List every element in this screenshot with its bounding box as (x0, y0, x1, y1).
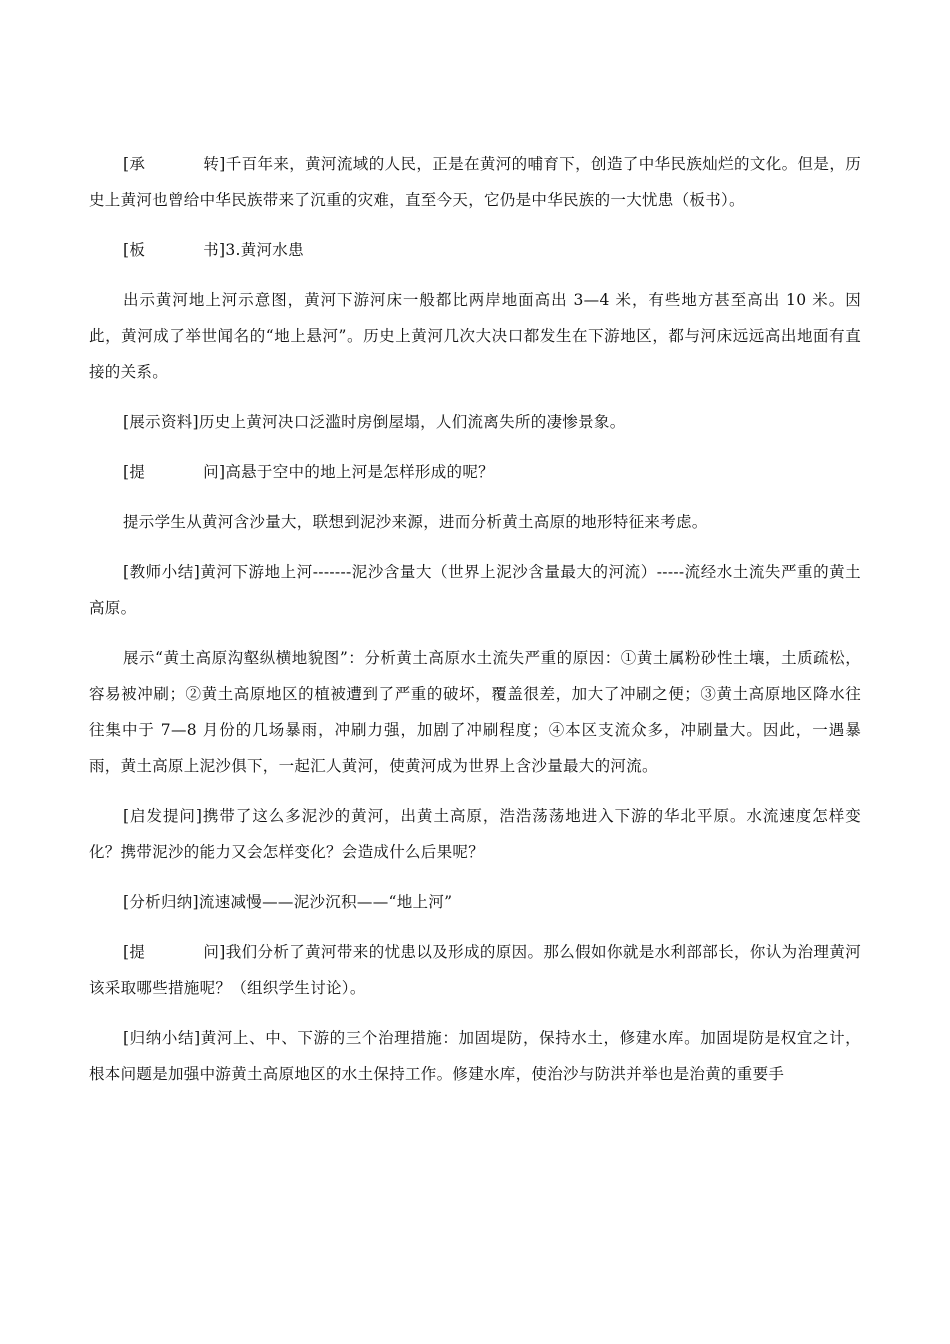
paragraph-text: 黄河上、中、下游的三个治理措施：加固堤防，保持水土，修建水库。加固堤防是权宜之计，根本问题是加强中游黄土高原地区的水土保持工作。修建水库，使治沙与防洪并举也是治黄的重要手 (89, 1029, 861, 1083)
paragraph-text: 黄河下游地上河-------泥沙含量大（世界上泥沙含量最大的河流）-----流经水土流失严重的黄土高原。 (89, 563, 861, 617)
tag-close: 转] (203, 155, 226, 173)
paragraph-question-2 (89, 934, 861, 1006)
paragraph-text: 出示黄河地上河示意图，黄河下游河床一般都比两岸地面高出 3—4 米，有些地方甚至高出 10 米。因此，黄河成了举世闻名的“地上悬河”。历史上黄河几次大决口都发生在下游地区，都与河床远远高出地面有直接的关系。 (89, 291, 861, 381)
tag-open: [承 (123, 155, 146, 173)
paragraph-teacher-summary (89, 554, 861, 626)
section-heading: 3.黄河水患 (225, 241, 304, 259)
tag-open: [提 (123, 943, 146, 961)
paragraph-question (89, 454, 861, 490)
tag-label: [归纳小结] (123, 1029, 201, 1047)
paragraph-transition (89, 146, 861, 218)
paragraph-text: 携带了这么多泥沙的黄河，出黄土高原，浩浩荡荡地进入下游的华北平原。水流速度怎样变化？携带泥沙的能力又会怎样变化？会造成什么后果呢？ (89, 807, 861, 861)
paragraph-inspiring-question (89, 798, 861, 870)
paragraph-show-material (89, 404, 861, 440)
paragraph-text: 流速减慢——泥沙沉积——“地上河” (198, 893, 453, 911)
tag-open: [板 (123, 241, 146, 259)
paragraph-text: 提示学生从黄河含沙量大，联想到泥沙来源，进而分析黄土高原的地形特征来考虑。 (123, 513, 708, 531)
paragraph-final-summary (89, 1020, 861, 1092)
tag-open: [提 (123, 463, 146, 481)
document-body (89, 146, 861, 1092)
paragraph-text: 千百年来，黄河流域的人民，正是在黄河的哺育下，创造了中华民族灿烂的文化。但是，历史上黄河也曾给中华民族带来了沉重的灾难，直至今天，它仍是中华民族的一大忧患（板书）。 (89, 155, 861, 209)
tag-label: [启发提问] (123, 807, 203, 825)
tag-close: 问] (203, 943, 226, 961)
paragraph-analysis-summary (89, 884, 861, 920)
paragraph-blackboard (89, 232, 861, 268)
tag-close: 问] (203, 463, 226, 481)
paragraph-diagram-intro (89, 282, 861, 390)
paragraph-text: 我们分析了黄河带来的忧患以及形成的原因。那么假如你就是水利部部长，你认为治理黄河该采取哪些措施呢？（组织学生讨论）。 (89, 943, 861, 997)
paragraph-hint (89, 504, 861, 540)
paragraph-loess-analysis (89, 640, 861, 784)
tag-label: [分析归纳] (123, 893, 199, 911)
paragraph-text: 高悬于空中的地上河是怎样形成的呢？ (225, 463, 494, 481)
tag-label: [展示资料] (123, 413, 199, 431)
paragraph-text: 历史上黄河决口泛滥时房倒屋塌，人们流离失所的凄惨景象。 (198, 413, 626, 431)
paragraph-text: 展示“黄土高原沟壑纵横地貌图”：分析黄土高原水土流失严重的原因：①黄土属粉砂性土壤，土质疏松，容易被冲刷；②黄土高原地区的植被遭到了严重的破坏，覆盖很差，加大了冲刷之便；③黄土高原地区降水往往集中于 7—8 月份的几场暴雨，冲刷力强，加剧了冲刷程度；④本区支流众多，冲刷量大。因此，一遇暴雨，黄土高原上泥沙俱下，一起汇人黄河，使黄河成为世界上含沙量最大的河流。 (89, 649, 861, 775)
tag-label: [教师小结] (123, 563, 201, 581)
tag-close: 书] (203, 241, 226, 259)
